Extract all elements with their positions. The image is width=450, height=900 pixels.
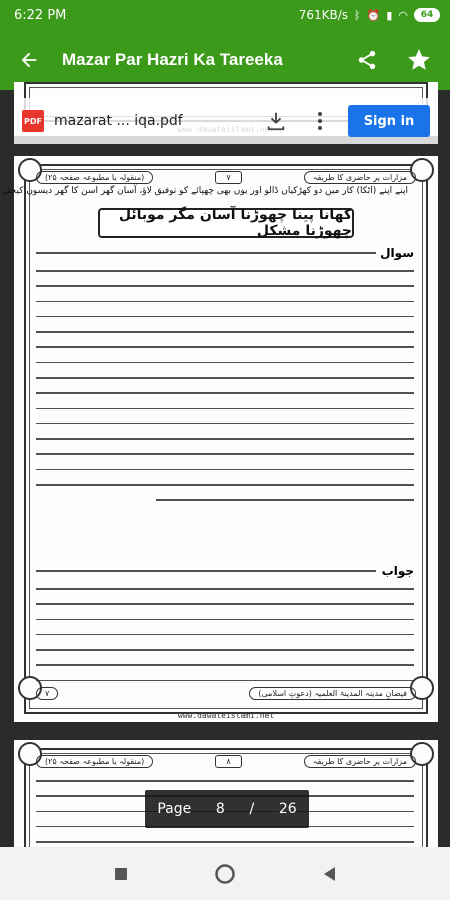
recents-button[interactable] — [107, 860, 135, 888]
page-header — [36, 752, 416, 770]
back-nav-button[interactable] — [315, 860, 343, 888]
page-header-right: مزارات پر حاضری کا طریقہ — [304, 755, 416, 768]
back-button[interactable] — [14, 45, 44, 75]
arrow-left-icon — [18, 49, 40, 71]
download-button[interactable] — [262, 107, 290, 135]
share-button[interactable] — [350, 43, 384, 77]
page-header-right: مزارات پر حاضری کا طریقہ — [304, 171, 416, 184]
page-header — [36, 168, 416, 186]
recents-square-icon — [114, 867, 128, 881]
pdf-viewer[interactable] — [0, 90, 450, 847]
back-triangle-icon — [322, 866, 336, 882]
file-name: mazarat ... iqa.pdf — [54, 113, 183, 129]
more-options-button[interactable] — [312, 107, 328, 135]
status-right — [299, 8, 440, 22]
page-footer-left-number: ۷ — [36, 687, 58, 700]
more-vert-icon — [317, 111, 323, 131]
answer-label: جواب — [381, 564, 414, 578]
page-header-left: (منقولہ یا مطبوعہ صفحہ ۲۵) — [36, 755, 153, 768]
home-circle-icon — [214, 863, 236, 885]
page-header-number: ۸ — [215, 755, 241, 768]
question-label: سوال — [380, 246, 414, 260]
pdf-file-icon: PDF — [22, 110, 44, 132]
page-header-number: ۷ — [215, 171, 241, 184]
page-indicator-current: 8 — [215, 801, 225, 817]
battery-icon: 64 — [414, 8, 440, 22]
wifi-icon: ◠ — [398, 8, 408, 22]
signal-icon: ▮ — [386, 8, 393, 22]
download-icon — [265, 110, 287, 132]
page-footer-url: www.dawateislami.net — [177, 711, 275, 720]
star-icon — [406, 47, 432, 73]
page-indicator-label: Page — [157, 801, 192, 817]
question-text-block — [36, 252, 376, 267]
page-indicator-total: 26 — [278, 801, 297, 817]
page-footer — [36, 684, 416, 702]
page-indicator — [145, 790, 309, 828]
net-speed: 761KB/s — [298, 8, 349, 22]
page-footer-right: فیضانِ مدینہ المدینۃ العلمیہ (دعوتِ اسلامی) — [249, 687, 416, 700]
pdf-page-current — [2, 156, 438, 722]
page-header-left: (منقولہ یا مطبوعہ صفحہ ۲۵) — [36, 171, 153, 184]
status-bar — [0, 0, 450, 30]
file-bar — [14, 98, 438, 144]
bluetooth-icon: ᛒ — [354, 8, 361, 22]
sign-in-button[interactable]: Sign in — [348, 105, 430, 137]
question-text-block — [36, 270, 414, 515]
section-heading: کھانا پینا چھوڑنا آسان مگر موبائل چھوڑنا مشکل — [98, 208, 354, 238]
share-icon — [356, 49, 378, 71]
answer-text-block — [36, 570, 376, 585]
system-nav-bar — [0, 847, 450, 900]
app-title: Mazar Par Hazri Ka Tareeka — [62, 50, 283, 69]
home-button[interactable] — [211, 860, 239, 888]
answer-text-block — [36, 588, 414, 695]
page-indicator-separator: / — [249, 801, 255, 817]
favorite-button[interactable] — [402, 43, 436, 77]
app-bar — [0, 30, 450, 90]
alarm-icon: ⏰ — [366, 8, 381, 22]
status-time: 6:22 PM — [14, 7, 67, 23]
intro-line: اپنے اپنے (اٹکا) کار میں دو کھڑکیاں ڈالو اور یوں بھی چھپائے کو توفیق لاؤ، آسان گھر اسن کا گھر دیسوں کیجئے — [2, 186, 408, 196]
